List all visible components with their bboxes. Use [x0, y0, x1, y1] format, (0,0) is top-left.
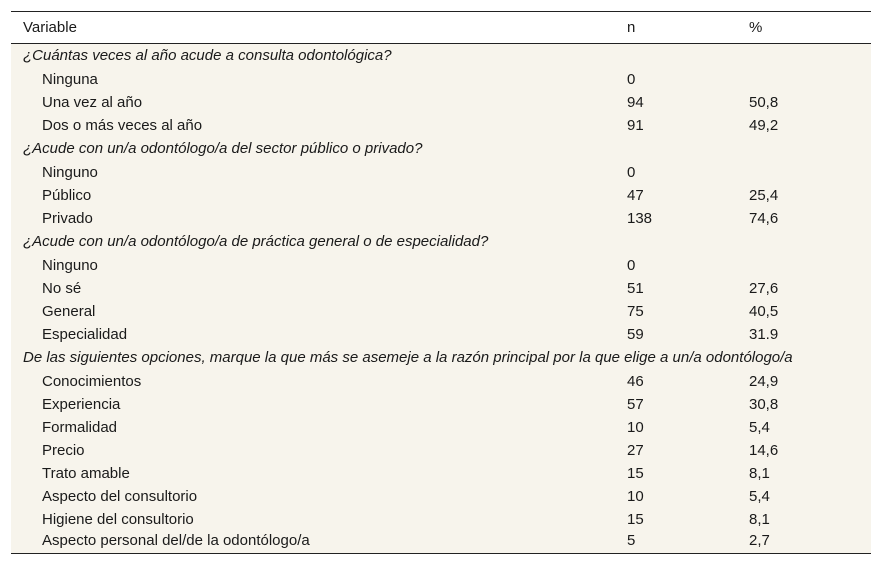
table-row	[11, 416, 871, 439]
row-percent: 40,5	[749, 302, 779, 320]
row-n: 94	[627, 93, 644, 111]
table-row	[11, 277, 871, 300]
table-row	[11, 300, 871, 323]
row-label: Ninguna	[42, 70, 98, 88]
header-row	[11, 12, 871, 44]
row-label: Público	[42, 186, 92, 204]
row-label: Privado	[42, 209, 93, 227]
row-n: 138	[627, 209, 653, 227]
section-title: ¿Cuántas veces al año acude a consulta odontológica?	[23, 47, 392, 65]
section-title: ¿Acude con un/a odontólogo/a de práctica general o de especialidad?	[23, 233, 489, 250]
table-row	[11, 161, 871, 184]
row-n: 10	[627, 487, 644, 505]
row-percent	[737, 161, 871, 184]
row-percent	[737, 254, 871, 277]
row-percent: 27,6	[749, 279, 779, 297]
row-percent: 5,4	[749, 487, 770, 505]
row-n: 57	[627, 395, 644, 413]
table-row	[11, 207, 871, 230]
table-row	[11, 531, 871, 554]
row-label: Trato amable	[42, 464, 130, 482]
row-percent: 2,7	[749, 532, 770, 550]
row-percent: 49,2	[749, 116, 779, 134]
section-row	[11, 44, 871, 68]
row-n: 0	[627, 256, 636, 274]
header-n: n	[627, 19, 636, 36]
row-n: 15	[627, 510, 644, 528]
row-percent: 50,8	[749, 93, 779, 111]
survey-table	[11, 11, 871, 554]
row-n: 59	[627, 325, 644, 343]
row-label: Dos o más veces al año	[42, 116, 203, 134]
section-title: ¿Acude con un/a odontólogo/a del sector público o privado?	[23, 140, 423, 157]
row-percent	[737, 68, 871, 91]
table-row	[11, 485, 871, 508]
row-label: Precio	[42, 441, 85, 459]
section-row	[11, 346, 871, 370]
row-percent: 8,1	[749, 464, 770, 482]
row-label: Especialidad	[42, 325, 128, 343]
row-label: Aspecto personal del/de la odontólogo/a	[42, 532, 310, 550]
row-n: 47	[627, 186, 644, 204]
data-table-container	[11, 11, 871, 554]
row-percent: 31.9	[749, 325, 779, 343]
row-n: 0	[627, 163, 636, 181]
table-header	[11, 12, 871, 44]
row-percent: 30,8	[749, 395, 779, 413]
table-row	[11, 370, 871, 393]
section-row	[11, 137, 871, 161]
table-row	[11, 393, 871, 416]
row-percent: 8,1	[749, 510, 770, 528]
header-variable: Variable	[23, 19, 77, 36]
row-label: Una vez al año	[42, 93, 143, 111]
table-row	[11, 439, 871, 462]
row-n: 0	[627, 70, 636, 88]
table-row	[11, 91, 871, 114]
table-body	[11, 44, 871, 554]
section-title: De las siguientes opciones, marque la que más se asemeje a la razón principal por la que elige a un/a odontólogo/a	[23, 349, 793, 366]
row-n: 10	[627, 418, 644, 436]
row-label: Higiene del consultorio	[42, 510, 194, 528]
row-n: 75	[627, 302, 644, 320]
row-label: Ninguno	[42, 163, 98, 181]
row-label: Conocimientos	[42, 372, 142, 390]
row-label: Experiencia	[42, 395, 121, 413]
table-row	[11, 462, 871, 485]
section-row	[11, 230, 871, 254]
table-row	[11, 68, 871, 91]
row-percent: 74,6	[749, 209, 779, 227]
row-percent: 5,4	[749, 418, 770, 436]
row-percent: 24,9	[749, 372, 779, 390]
table-row	[11, 114, 871, 137]
table-row	[11, 254, 871, 277]
row-n: 15	[627, 464, 644, 482]
row-percent: 25,4	[749, 186, 779, 204]
table-row	[11, 323, 871, 346]
row-n: 46	[627, 372, 644, 390]
row-label: General	[42, 302, 96, 320]
row-label: Ninguno	[42, 256, 98, 274]
row-n: 27	[627, 441, 644, 459]
row-n: 91	[627, 116, 644, 134]
table-row	[11, 184, 871, 207]
table-row	[11, 508, 871, 531]
row-label: Aspecto del consultorio	[42, 487, 198, 505]
row-percent: 14,6	[749, 441, 779, 459]
row-n: 51	[627, 279, 644, 297]
row-label: No sé	[42, 279, 82, 297]
row-label: Formalidad	[42, 418, 118, 436]
header-percent: %	[749, 19, 763, 36]
row-n: 5	[627, 532, 636, 550]
